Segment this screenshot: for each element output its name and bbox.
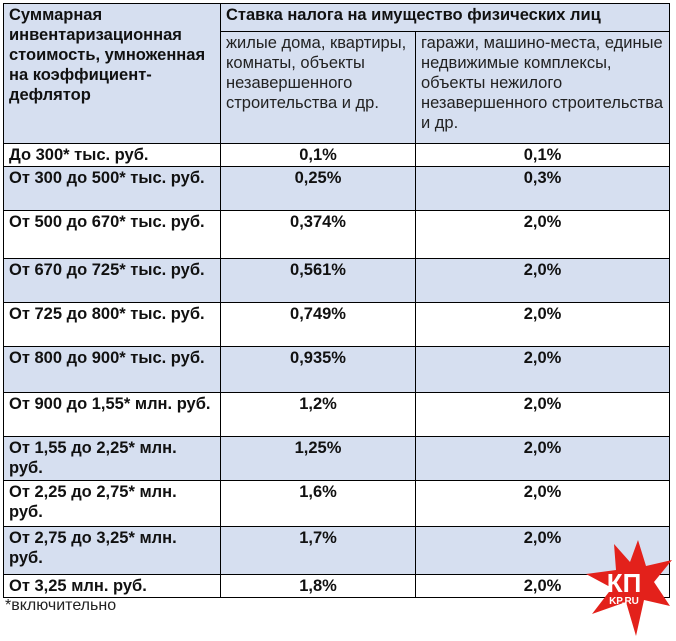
header-left: Суммарная инвентаризационная стоимость, умноженная на коэффициент-дефлятор [4, 4, 221, 144]
table-row [4, 437, 670, 481]
table-row [4, 167, 670, 211]
row-label-cell: От 1,55 до 2,25* млн. руб. [4, 437, 221, 481]
rate-other-cell: 0,3% [416, 167, 670, 211]
rate-residential-cell: 1,6% [221, 481, 416, 527]
rate-residential-cell: 0,25% [221, 167, 416, 211]
rate-residential-cell: 0,935% [221, 347, 416, 393]
rate-residential-cell: 0,1% [221, 144, 416, 167]
rate-residential-cell: 1,8% [221, 575, 416, 598]
rate-other-cell: 0,1% [416, 144, 670, 167]
table-row [4, 303, 670, 347]
header-col2: гаражи, машино-места, единые недвижимые комплексы, объекты нежилого незавершенного строительства и др. [416, 32, 670, 144]
rate-residential-cell: 0,561% [221, 259, 416, 303]
header-col1: жилые дома, квартиры, комнаты, объекты незавершенного строительства и др. [221, 32, 416, 144]
row-label-cell: От 900 до 1,55* млн. руб. [4, 393, 221, 437]
header-group: Ставка налога на имущество физических лиц [221, 4, 670, 32]
table-row [4, 393, 670, 437]
rate-other-cell: 2,0% [416, 393, 670, 437]
row-label-cell: От 300 до 500* тыс. руб. [4, 167, 221, 211]
rate-other-cell: 2,0% [416, 575, 670, 598]
row-label-cell: От 800 до 900* тыс. руб. [4, 347, 221, 393]
table-row [4, 144, 670, 167]
table-row [4, 211, 670, 259]
tax-rate-table [3, 3, 670, 598]
table-row [4, 481, 670, 527]
row-label-cell: От 725 до 800* тыс. руб. [4, 303, 221, 347]
rate-other-cell: 2,0% [416, 259, 670, 303]
row-label-cell: От 2,25 до 2,75* млн. руб. [4, 481, 221, 527]
table-row [4, 259, 670, 303]
row-label-cell: От 500 до 670* тыс. руб. [4, 211, 221, 259]
rate-other-cell: 2,0% [416, 211, 670, 259]
table-row [4, 527, 670, 575]
table-row [4, 575, 670, 598]
table-body [4, 144, 670, 598]
rate-other-cell: 2,0% [416, 347, 670, 393]
table-row [4, 347, 670, 393]
rate-residential-cell: 0,749% [221, 303, 416, 347]
rate-other-cell: 2,0% [416, 303, 670, 347]
rate-other-cell: 2,0% [416, 437, 670, 481]
rate-other-cell: 2,0% [416, 481, 670, 527]
rate-residential-cell: 0,374% [221, 211, 416, 259]
kp-logo-text: КП [606, 568, 642, 598]
kp-logo [586, 540, 672, 636]
row-label-cell: От 3,25 млн. руб. [4, 575, 221, 598]
row-label-cell: От 2,75 до 3,25* млн. руб. [4, 527, 221, 575]
kp-logo-subtext: KP.RU [609, 596, 639, 607]
rate-residential-cell: 1,7% [221, 527, 416, 575]
footnote: *включительно [5, 597, 117, 614]
rate-residential-cell: 1,25% [221, 437, 416, 481]
row-label-cell: От 670 до 725* тыс. руб. [4, 259, 221, 303]
rate-residential-cell: 1,2% [221, 393, 416, 437]
row-label-cell: До 300* тыс. руб. [4, 144, 221, 167]
rate-other-cell: 2,0% [416, 527, 670, 575]
